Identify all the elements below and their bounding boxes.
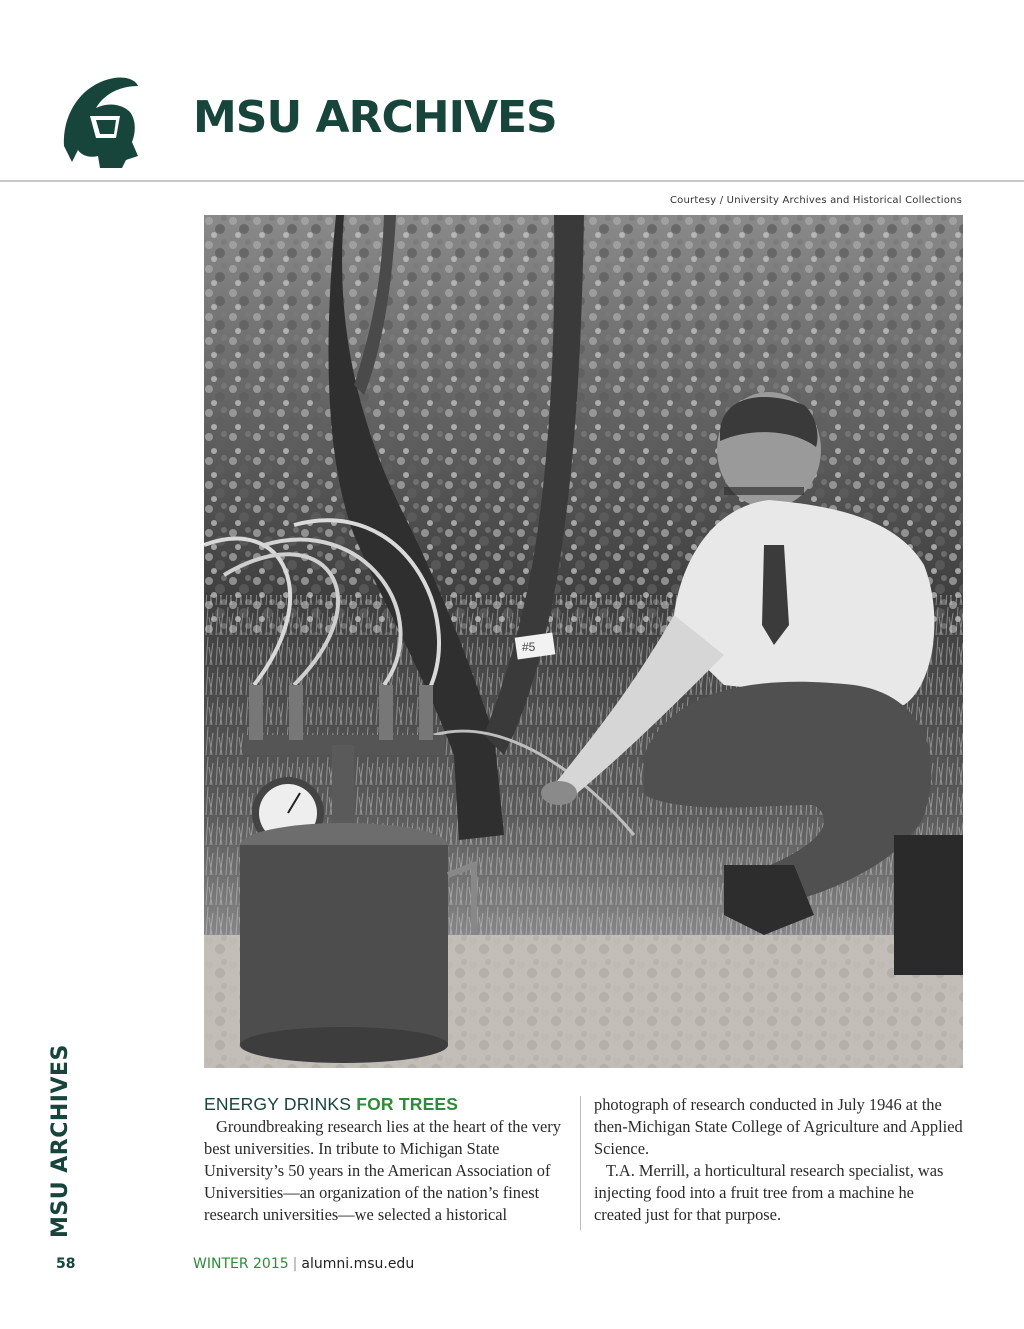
spartan-helmet-icon [60,76,142,168]
page-number: 58 [56,1256,76,1272]
archival-photo [204,215,963,1068]
article-headline [204,1094,458,1115]
issue-season: WINTER 2015 [193,1256,289,1272]
article-column-2 [594,1094,964,1226]
footer-separator: | [292,1256,298,1272]
article-paragraph-continued: photograph of research conducted in July 1946 at the then-Michigan State College of Agriculture and Applied Science. [594,1095,963,1158]
headline-light: ENERGY DRINKS [204,1094,357,1114]
photo-credit: Courtesy / University Archives and Historical Collections [670,195,962,206]
article-paragraph: T.A. Merrill, a horticultural research specialist, was injecting food into a fruit tree from a machine he created just for that purpose. [594,1161,944,1224]
tree-tag: #5 [522,640,536,654]
column-divider [580,1096,581,1230]
header-divider [0,180,1024,182]
headline-bold: FOR TREES [356,1094,459,1114]
masthead-title: MSU ARCHIVES [193,92,557,143]
side-section-label: MSU ARCHIVES [48,1044,73,1238]
footer-url-link[interactable]: alumni.msu.edu [301,1256,415,1272]
article-column-1 [204,1116,568,1226]
article-paragraph: Groundbreaking research lies at the heart of the very best universities. In tribute to Michigan State University’s 50 years in the American Association of Universities—an organization of the nation’s finest research universities—we selected a historical [204,1117,561,1224]
page-footer [193,1256,414,1272]
